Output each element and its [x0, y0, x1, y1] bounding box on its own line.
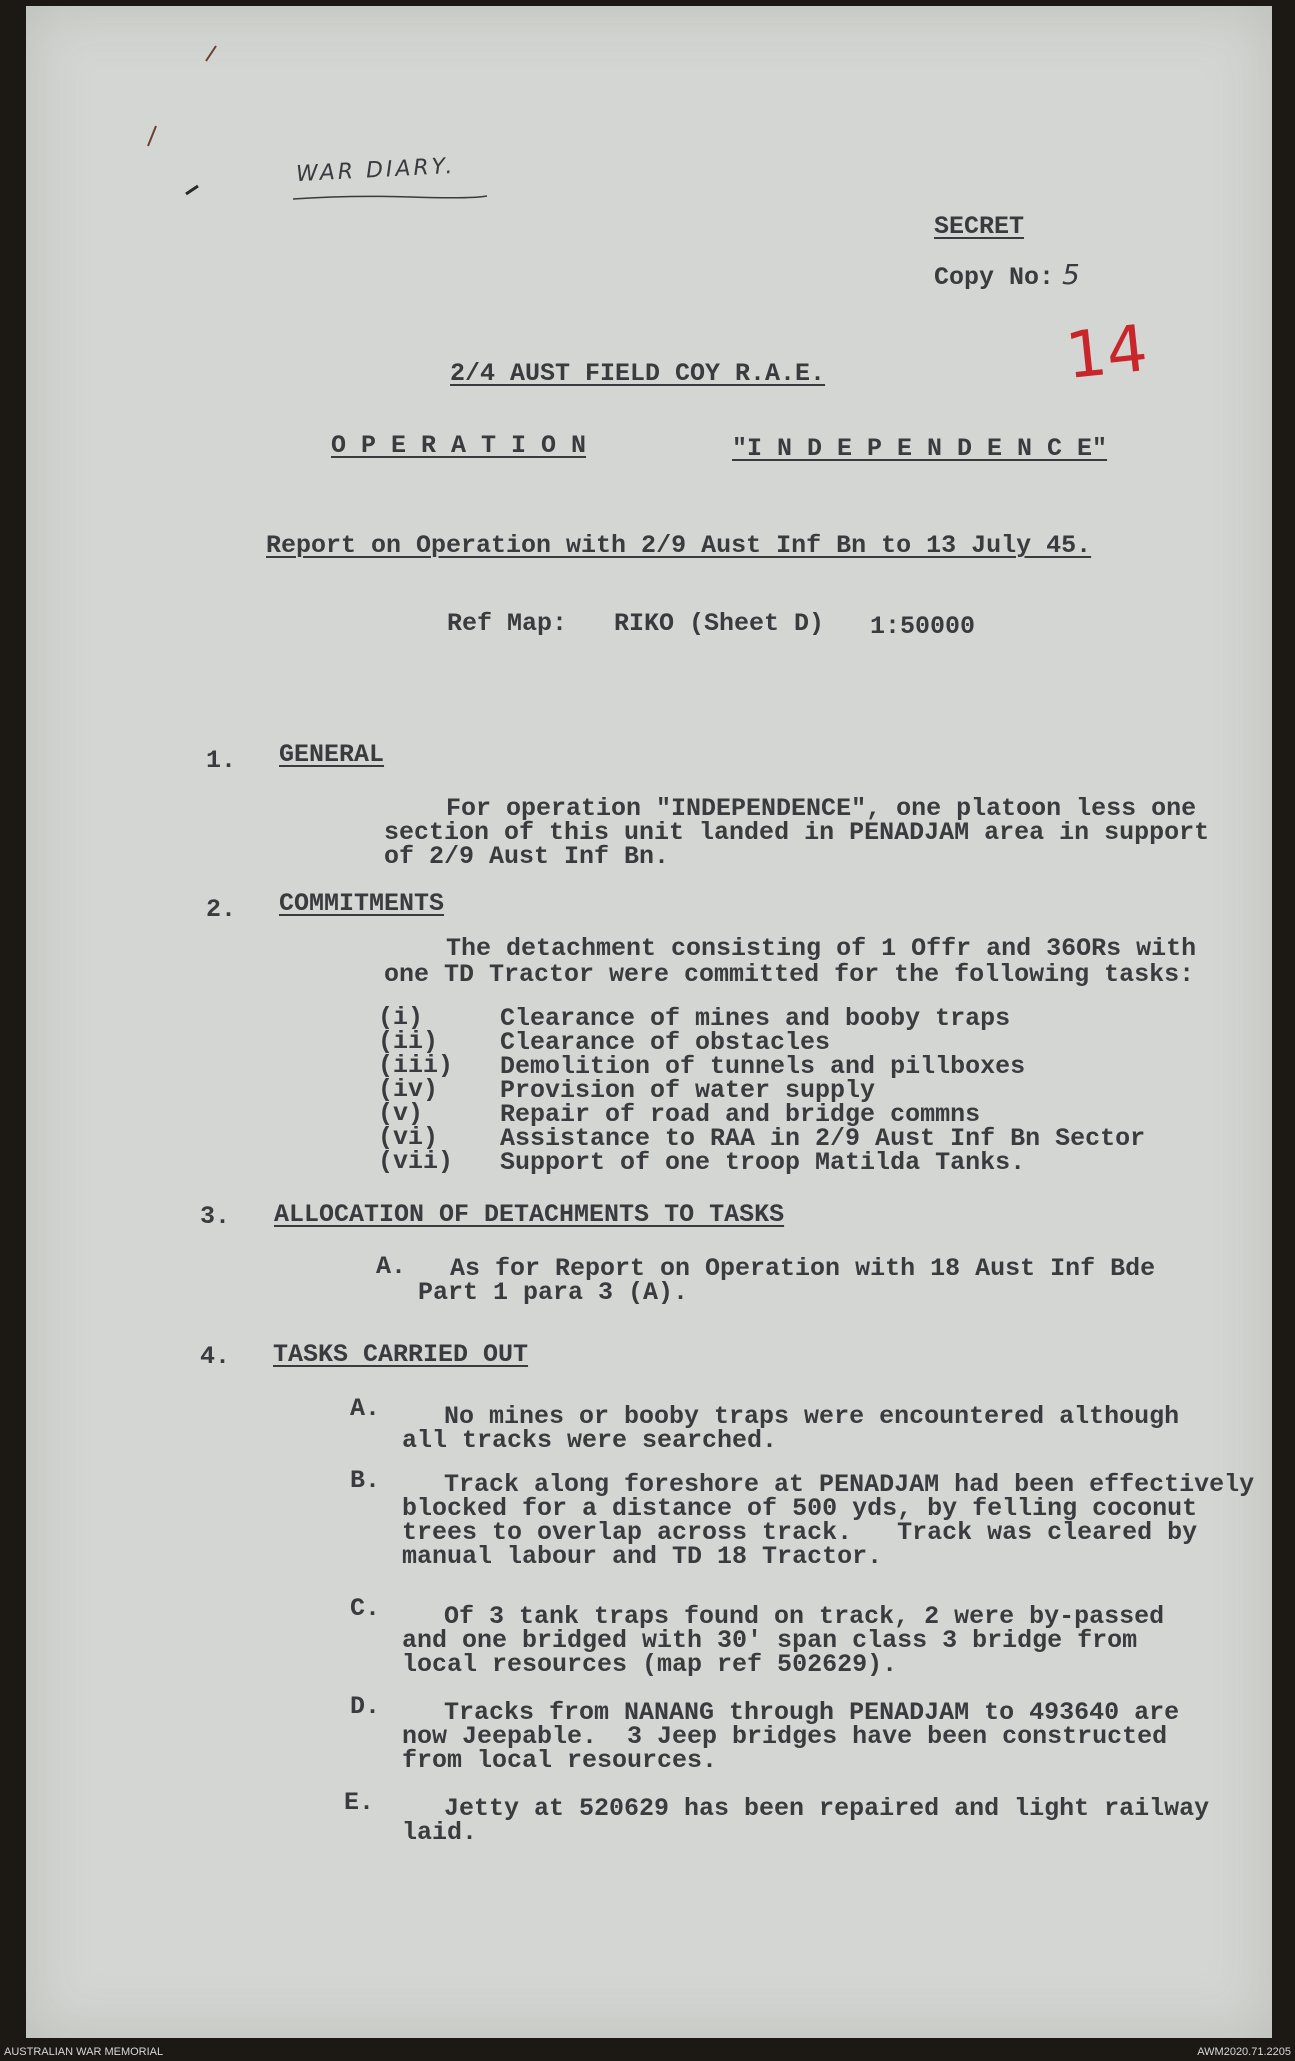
classification-label: SECRET — [934, 212, 1025, 241]
task-letter: E. — [344, 1788, 375, 1817]
task-letter: D. — [350, 1692, 381, 1721]
section-2-heading: COMMITMENTS — [279, 889, 445, 918]
handwritten-war-diary-note: WAR DIARY. — [295, 153, 456, 188]
section-1-line: of 2/9 Aust Inf Bn. — [384, 842, 670, 871]
task-line: Jetty at 520629 has been repaired and light railway — [444, 1794, 1210, 1823]
task-letter: B. — [350, 1466, 381, 1495]
task-line: manual labour and TD 18 Tractor. — [402, 1542, 883, 1571]
ink-marks — [126, 36, 246, 216]
section-2-line: The detachment consisting of 1 Offr and 36ORs with — [446, 934, 1197, 963]
operation-label: O P E R A T I O N — [331, 431, 587, 460]
commitment-item-number: (vii) — [378, 1147, 454, 1176]
task-letter: A. — [350, 1394, 381, 1423]
ref-map-label: Ref Map: — [447, 609, 568, 638]
commitment-item-number: (vi) — [378, 1123, 439, 1152]
footer-institution: AUSTRALIAN WAR MEMORIAL — [4, 2046, 164, 2058]
section-1-line: For operation "INDEPENDENCE", one platoon less one — [446, 794, 1197, 823]
section-4-heading: TASKS CARRIED OUT — [273, 1340, 529, 1369]
section-3-line: Part 1 para 3 (A). — [418, 1278, 689, 1307]
copy-number: 5 — [1062, 258, 1080, 291]
handwritten-underline — [291, 191, 491, 203]
document-page — [26, 6, 1272, 2038]
commitment-item-text: Clearance of mines and booby traps — [500, 1004, 1011, 1033]
task-line: all tracks were searched. — [402, 1426, 778, 1455]
unit-heading: 2/4 AUST FIELD COY R.A.E. — [450, 359, 826, 388]
ref-map-scale: 1:50000 — [870, 612, 976, 641]
commitment-item-text: Provision of water supply — [500, 1076, 876, 1105]
section-1-heading: GENERAL — [279, 740, 385, 769]
task-letter: C. — [350, 1594, 381, 1623]
section-3-number: 3. — [200, 1202, 231, 1231]
section-2-line: one TD Tractor were committed for the following tasks: — [384, 960, 1195, 989]
commitment-item-number: (v) — [378, 1099, 424, 1128]
task-line: from local resources. — [402, 1746, 718, 1775]
section-1-number: 1. — [206, 746, 237, 775]
commitment-item-number: (ii) — [378, 1027, 439, 1056]
task-line: No mines or booby traps were encountered although — [444, 1402, 1180, 1431]
commitment-item-number: (iv) — [378, 1075, 439, 1104]
task-line: Of 3 tank traps found on track, 2 were by-passed — [444, 1602, 1165, 1631]
commitment-item-text: Repair of road and bridge commns — [500, 1100, 981, 1129]
task-line: trees to overlap across track. Track was cleared by — [402, 1518, 1198, 1547]
task-line: now Jeepable. 3 Jeep bridges have been constructed — [402, 1722, 1168, 1751]
archive-footer — [0, 2044, 1295, 2061]
commitment-item-text: Clearance of obstacles — [500, 1028, 831, 1057]
ref-map-name: RIKO (Sheet D) — [614, 609, 825, 638]
section-3-line: As for Report on Operation with 18 Aust Inf Bde — [450, 1254, 1156, 1283]
commitment-item-text: Assistance to RAA in 2/9 Aust Inf Bn Sector — [500, 1124, 1146, 1153]
task-line: and one bridged with 30' span class 3 bridge from — [402, 1626, 1138, 1655]
task-line: local resources (map ref 502629). — [402, 1650, 898, 1679]
commitment-item-number: (iii) — [378, 1051, 454, 1080]
commitment-item-text: Demolition of tunnels and pillboxes — [500, 1052, 1026, 1081]
task-line: laid. — [402, 1818, 478, 1847]
copy-label: Copy No: — [934, 263, 1055, 292]
section-3-para-letter: A. — [376, 1252, 407, 1281]
task-line: blocked for a distance of 500 yds, by felling coconut — [402, 1494, 1198, 1523]
footer-accession-number: AWM2020.71.2205 — [1197, 2046, 1291, 2058]
operation-name: "I N D E P E N D E N C E" — [732, 434, 1108, 463]
report-title: Report on Operation with 2/9 Aust Inf Bn to 13 July 45. — [266, 531, 1092, 560]
commitment-item-text: Support of one troop Matilda Tanks. — [500, 1148, 1026, 1177]
commitment-item-number: (i) — [378, 1003, 424, 1032]
section-4-number: 4. — [200, 1342, 231, 1371]
task-line: Tracks from NANANG through PENADJAM to 493640 are — [444, 1698, 1180, 1727]
section-2-number: 2. — [206, 895, 237, 924]
section-3-heading: ALLOCATION OF DETACHMENTS TO TASKS — [274, 1200, 785, 1229]
section-1-line: section of this unit landed in PENADJAM area in support — [384, 818, 1210, 847]
task-line: Track along foreshore at PENADJAM had been effectively — [444, 1470, 1255, 1499]
red-folio-number: 14 — [1062, 311, 1152, 395]
